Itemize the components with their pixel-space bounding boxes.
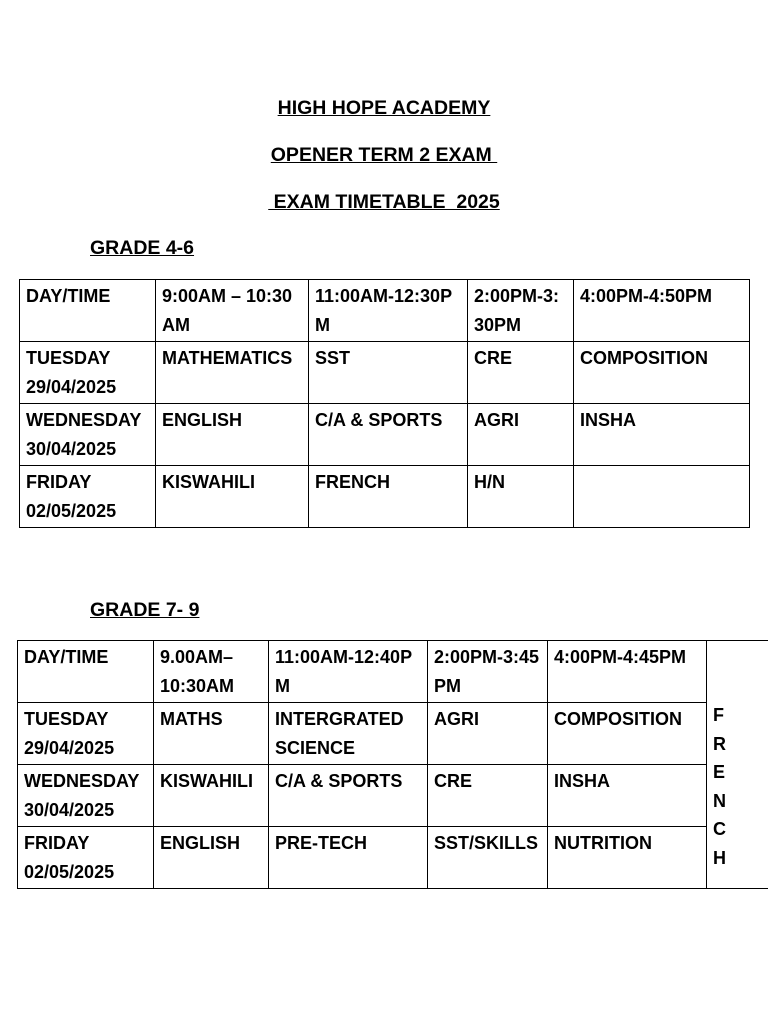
table-row (18, 827, 768, 889)
school-name: HIGH HOPE ACADEMY (277, 97, 491, 119)
subject-cell: ENGLISH (156, 404, 309, 466)
table-header-row (18, 641, 768, 703)
subject-cell: SST/SKILLS (428, 827, 548, 889)
header-cell: DAY/TIME (20, 280, 156, 342)
french-vertical-text (713, 701, 768, 872)
subject-cell: SST (309, 342, 468, 404)
vertical-letter: C (713, 819, 726, 839)
table-row (20, 466, 750, 528)
grade-7-9-label: GRADE 7- 9 (90, 599, 200, 621)
day-cell: TUESDAY 29/04/2025 (18, 703, 154, 765)
table-header-row (20, 280, 750, 342)
subject-cell: AGRI (428, 703, 548, 765)
subject-cell: CRE (468, 342, 574, 404)
table-row (20, 404, 750, 466)
subject-cell: KISWAHILI (156, 466, 309, 528)
subject-cell: COMPOSITION (574, 342, 750, 404)
header-cell: 9.00AM– 10:30AM (154, 641, 269, 703)
header-cell: 4:00PM-4:45PM (548, 641, 707, 703)
subject-cell: PRE-TECH (269, 827, 428, 889)
subject-cell: COMPOSITION (548, 703, 707, 765)
subject-cell: C/A & SPORTS (309, 404, 468, 466)
grade-7-9-table (17, 640, 768, 889)
vertical-letter: F (713, 705, 724, 725)
subject-cell: AGRI (468, 404, 574, 466)
subject-cell: C/A & SPORTS (269, 765, 428, 827)
grade-4-6-table (19, 279, 750, 528)
grade-4-6-label: GRADE 4-6 (90, 237, 195, 259)
day-cell: FRIDAY 02/05/2025 (18, 827, 154, 889)
subject-cell: NUTRITION (548, 827, 707, 889)
header-cell: 11:00AM-12:40PM (269, 641, 428, 703)
header-cell: 9:00AM – 10:30AM (156, 280, 309, 342)
day-cell: WEDNESDAY 30/04/2025 (20, 404, 156, 466)
subject-cell: INSHA (574, 404, 750, 466)
exam-name: OPENER TERM 2 EXAM (270, 144, 498, 166)
subject-cell: KISWAHILI (154, 765, 269, 827)
header-cell: 4:00PM-4:50PM (574, 280, 750, 342)
day-cell: TUESDAY 29/04/2025 (20, 342, 156, 404)
french-side-column (707, 641, 768, 889)
subject-cell (574, 466, 750, 528)
table-row (18, 703, 768, 765)
subject-cell: H/N (468, 466, 574, 528)
vertical-letter: R (713, 733, 726, 754)
vertical-letter: H (713, 847, 726, 868)
table-row (20, 342, 750, 404)
header-cell: 2:00PM-3:45PM (428, 641, 548, 703)
vertical-letter: N (713, 790, 726, 811)
header-cell: 11:00AM-12:30PM (309, 280, 468, 342)
subject-cell: MATHS (154, 703, 269, 765)
subject-cell: INSHA (548, 765, 707, 827)
subject-cell: ENGLISH (154, 827, 269, 889)
subject-cell: FRENCH (309, 466, 468, 528)
subject-cell: CRE (428, 765, 548, 827)
table-row (18, 765, 768, 827)
timetable-title: EXAM TIMETABLE 2025 (268, 191, 500, 213)
subject-cell: INTERGRATED SCIENCE (269, 703, 428, 765)
header-cell: 2:00PM-3:30PM (468, 280, 574, 342)
header-cell: DAY/TIME (18, 641, 154, 703)
day-cell: FRIDAY 02/05/2025 (20, 466, 156, 528)
vertical-letter: E (713, 762, 726, 782)
subject-cell: MATHEMATICS (156, 342, 309, 404)
day-cell: WEDNESDAY 30/04/2025 (18, 765, 154, 827)
